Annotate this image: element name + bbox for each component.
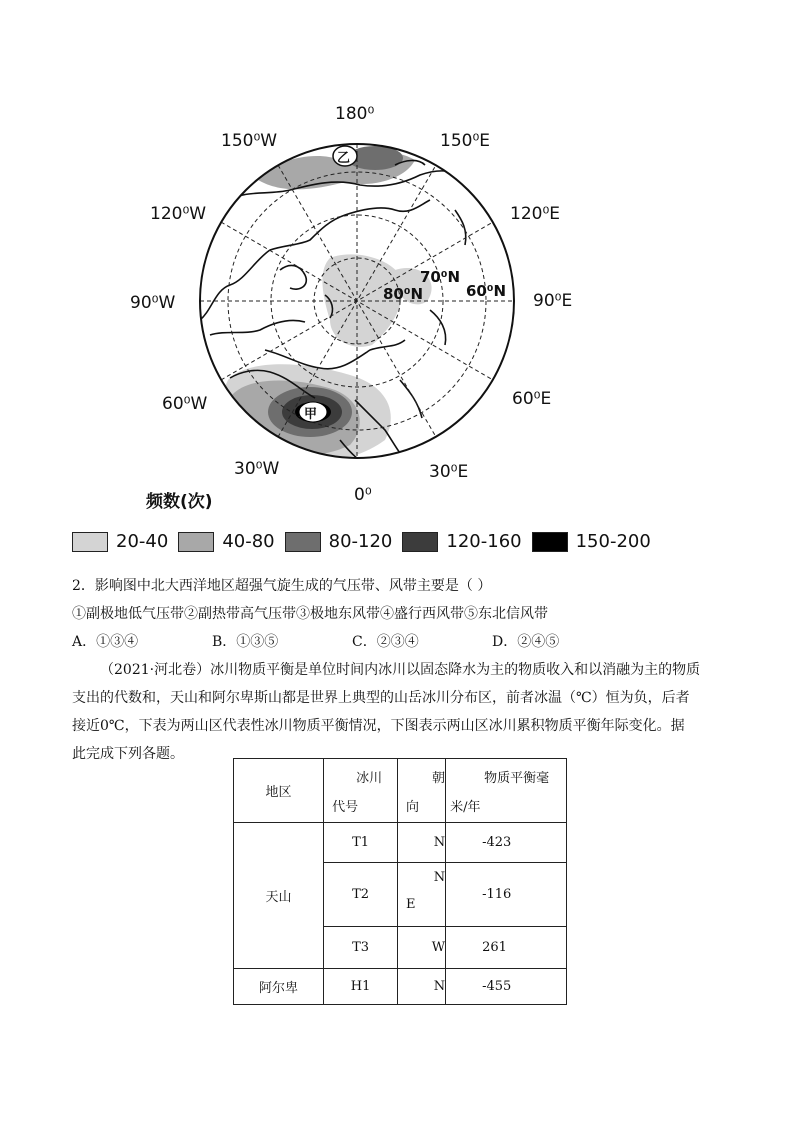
legend-swatch-1 [72, 532, 108, 552]
row-direction: W [398, 927, 446, 969]
label-180: 180⁰ [335, 104, 375, 124]
row-balance: -423 [446, 823, 567, 863]
label-jia: 甲 [304, 407, 318, 422]
polar-map [0, 0, 800, 520]
row-direction: N [398, 969, 446, 1005]
legend-label-4: 120-160 [446, 531, 522, 552]
question-stem: 2．影响图中北大西洋地区超强气旋生成的气压带、风带主要是（ ） [72, 578, 492, 594]
table-row [234, 823, 567, 863]
label-150e: 150⁰E [440, 131, 491, 151]
row-code: T1 [324, 823, 398, 863]
legend-label-1: 20-40 [116, 531, 169, 552]
row-code: T3 [324, 927, 398, 969]
label-150w: 150⁰W [221, 131, 278, 151]
label-30w: 30⁰W [234, 459, 280, 479]
glacier-table [233, 758, 567, 1005]
label-0: 0⁰ [354, 485, 372, 505]
region-tianshan: 天山 [234, 823, 324, 969]
header-region: 地区 [234, 759, 324, 823]
table-row [234, 969, 567, 1005]
region-alps: 阿尔卑 [234, 969, 324, 1005]
legend-label-2: 40-80 [222, 531, 275, 552]
label-80n: 80⁰N [383, 285, 423, 303]
label-frequency: 频数(次) [146, 492, 213, 512]
row-balance: 261 [446, 927, 567, 969]
label-90e: 90⁰E [533, 291, 573, 311]
header-balance: 物质平衡毫 米/年 [446, 759, 567, 823]
label-30e: 30⁰E [429, 462, 469, 482]
label-60e: 60⁰E [512, 389, 552, 409]
label-70n: 70⁰N [420, 268, 460, 286]
label-yi: 乙 [337, 151, 351, 166]
legend-swatch-5 [532, 532, 568, 552]
row-code: H1 [324, 969, 398, 1005]
passage-line-2: 支出的代数和，天山和阿尔卑斯山都是世界上典型的山岳冰川分布区，前者冰温（℃）恒为负，后者 [72, 690, 690, 706]
row-direction: N [398, 823, 446, 863]
question-option-c: C．②③④ [352, 634, 419, 650]
legend-swatch-3 [285, 532, 321, 552]
legend-swatch-4 [402, 532, 438, 552]
table-header-row [234, 759, 567, 823]
map-legend [72, 531, 661, 552]
row-balance: -455 [446, 969, 567, 1005]
question-option-a: A．①③④ [72, 634, 139, 650]
label-120w: 120⁰W [150, 204, 207, 224]
label-60n: 60⁰N [466, 282, 506, 300]
question-items: ①副极地低气压带②副热带高气压带③极地东风带④盛行西风带⑤东北信风带 [72, 606, 548, 622]
passage-line-4: 此完成下列各题。 [72, 746, 184, 762]
question-option-d: D．②④⑤ [492, 634, 560, 650]
question-option-b: B．①③⑤ [212, 634, 279, 650]
row-code: T2 [324, 863, 398, 927]
row-direction: N E [398, 863, 446, 927]
label-120e: 120⁰E [510, 204, 561, 224]
passage-line-1: （2021·河北卷）冰川物质平衡是单位时间内冰川以固态降水为主的物质收入和以消融为主的物质 [100, 662, 701, 678]
label-60w: 60⁰W [162, 394, 208, 414]
label-90w: 90⁰W [130, 293, 176, 313]
legend-swatch-2 [178, 532, 214, 552]
legend-label-5: 150-200 [575, 531, 651, 552]
legend-label-3: 80-120 [328, 531, 393, 552]
header-code: 冰川 代号 [324, 759, 398, 823]
header-direction: 朝 向 [398, 759, 446, 823]
row-balance: -116 [446, 863, 567, 927]
passage-line-3: 接近0℃，下表为两山区代表性冰川物质平衡情况，下图表示两山区冰川累积物质平衡年际变化。据 [72, 718, 685, 734]
